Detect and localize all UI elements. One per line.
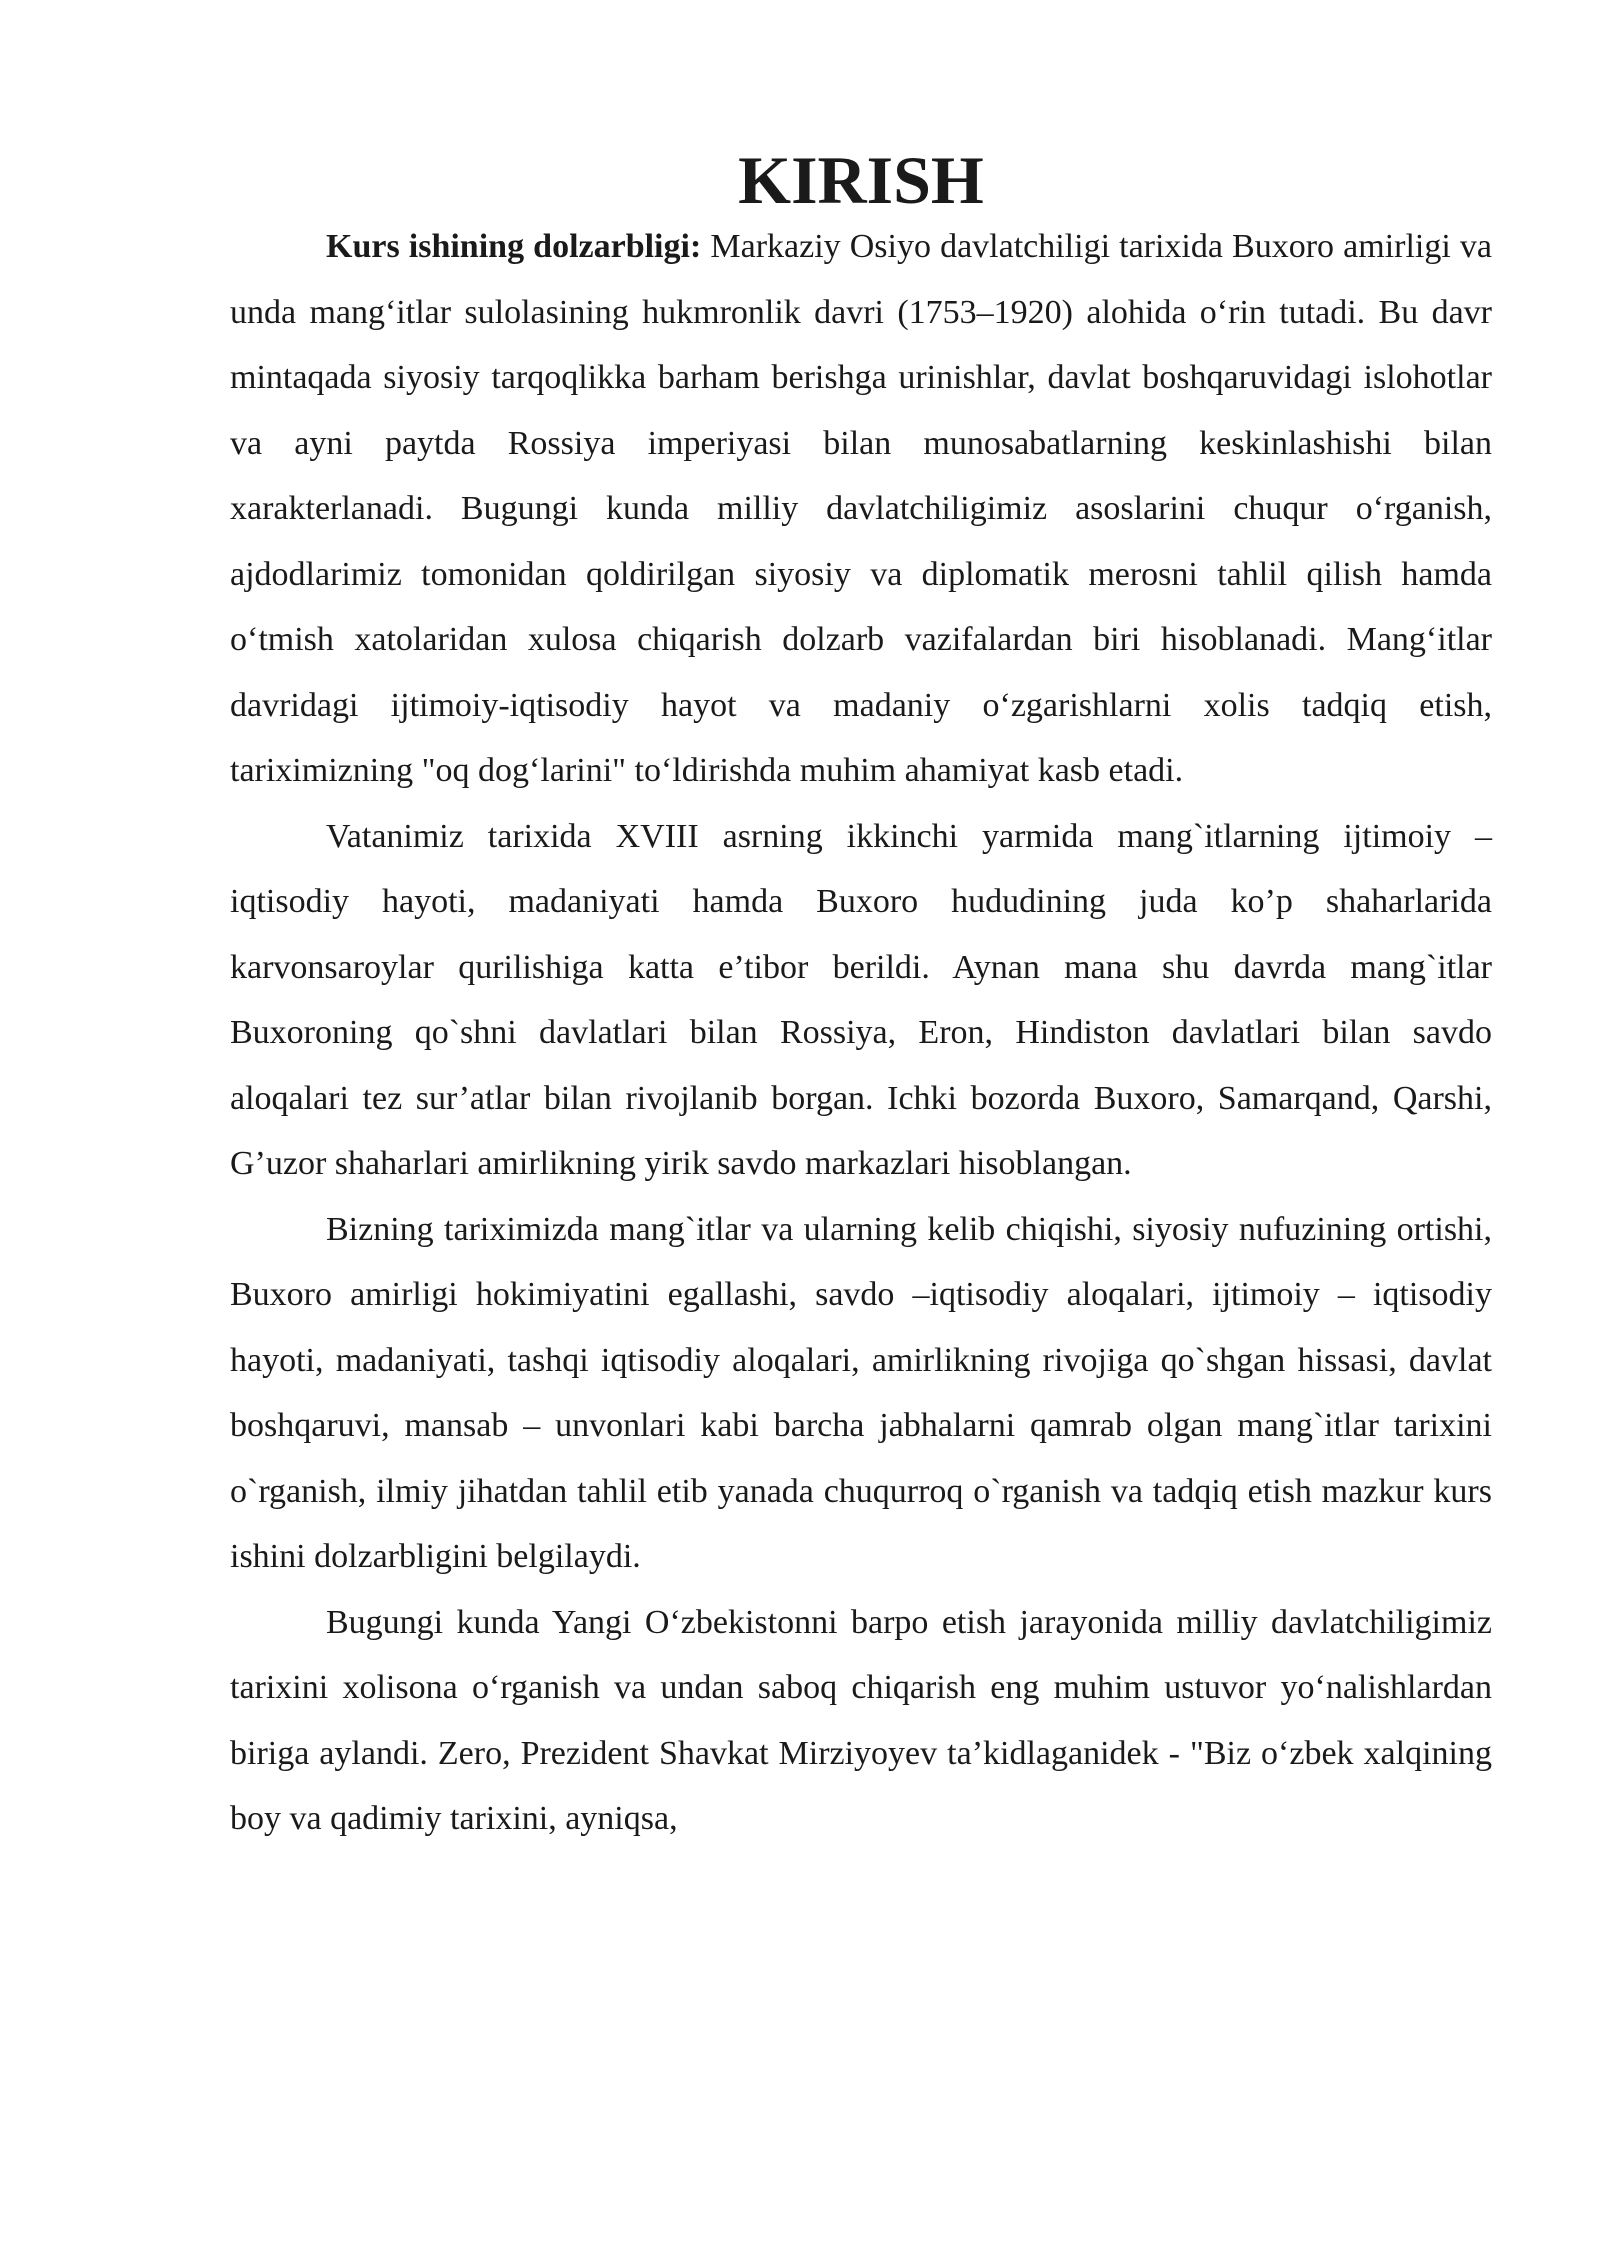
paragraph-lead: Kurs ishining dolzarbligi: (326, 228, 702, 265)
paragraph-history: Bizning tariximizda mang`itlar va ularning kelib chiqishi, siyosiy nufuzining ortishi, Buxoro amirligi hokimiyatini egallashi, savdo –iqtisodiy aloqalari, ijtimoiy – iqtisodiy hayoti, madaniyati, tashqi iqtisodiy aloqalari, amirlikning rivojiga qo`shgan hissasi, davlat boshqaruvi, mansab – unvonlari kabi barcha jabhalarni qamrab olgan mang`itlar tarixini o`rganish, ilmiy jihatdan tahlil etib yanada chuqurroq o`rganish va tadqiq etish mazkur kurs ishini dolzarbligini belgilaydi. (230, 1210, 1492, 1575)
section-title: KIRISH (738, 142, 984, 218)
document-body (230, 142, 1492, 1852)
paragraph-new-uzbekistan: Bugungi kunda Yangi O‘zbekistonni barpo etish jarayonida milliy davlatchiligimiz tarixini xolisona o‘rganish va undan saboq chiqarish eng muhim ustuvor yo‘nalishlardan biriga aylandi. Zero, Prezident Shavkat Mirziyoyev ta’kidlaganidek - "Biz o‘zbek xalqining boy va qadimiy tarixini, ayniqsa, (230, 1603, 1492, 1837)
paragraph-text: Markaziy Osiyo davlatchiligi tarixida Buxoro amirligi va unda mang‘itlar sulolasining hukmronlik davri (1753–1920) alohida o‘rin tutadi. Bu davr mintaqada siyosiy tarqoqlikka barham berishga urinishlar, davlat boshqaruvidagi islohotlar va ayni paytda Rossiya imperiyasi bilan munosabatlarning keskinlashishi bilan xarakterlanadi. Bugungi kunda milliy davlatchiligimiz asoslarini chuqur o‘rganish, ajdodlarimiz tomonidan qoldirilgan siyosiy va diplomatik merosni tahlil qilish hamda o‘tmish xatolaridan xulosa chiqarish dolzarb vazifalardan biri hisoblanadi. Mang‘itlar davridagi ijtimoiy-iqtisodiy hayot va madaniy o‘zgarishlarni xolis tadqiq etish, tariximizning "oq dog‘larini" to‘ldirishda muhim ahamiyat kasb etadi. (230, 228, 1492, 789)
paragraph-relevance (230, 214, 1492, 804)
paragraph-trade: Vatanimiz tarixida XVIII asrning ikkinchi yarmida mang`itlarning ijtimoiy – iqtisodiy hayoti, madaniyati hamda Buxoro hududining juda ko’p shaharlarida karvonsaroylar qurilishiga katta e’tibor berildi. Aynan mana shu davrda mang`itlar Buxoroning qo`shni davlatlari bilan Rossiya, Eron, Hindiston davlatlari bilan savdo aloqalari tez sur’atlar bilan rivojlanib borgan. Ichki bozorda Buxoro, Samarqand, Qarshi, G’uzor shaharlari amirlikning yirik savdo markazlari hisoblangan. (230, 817, 1492, 1182)
